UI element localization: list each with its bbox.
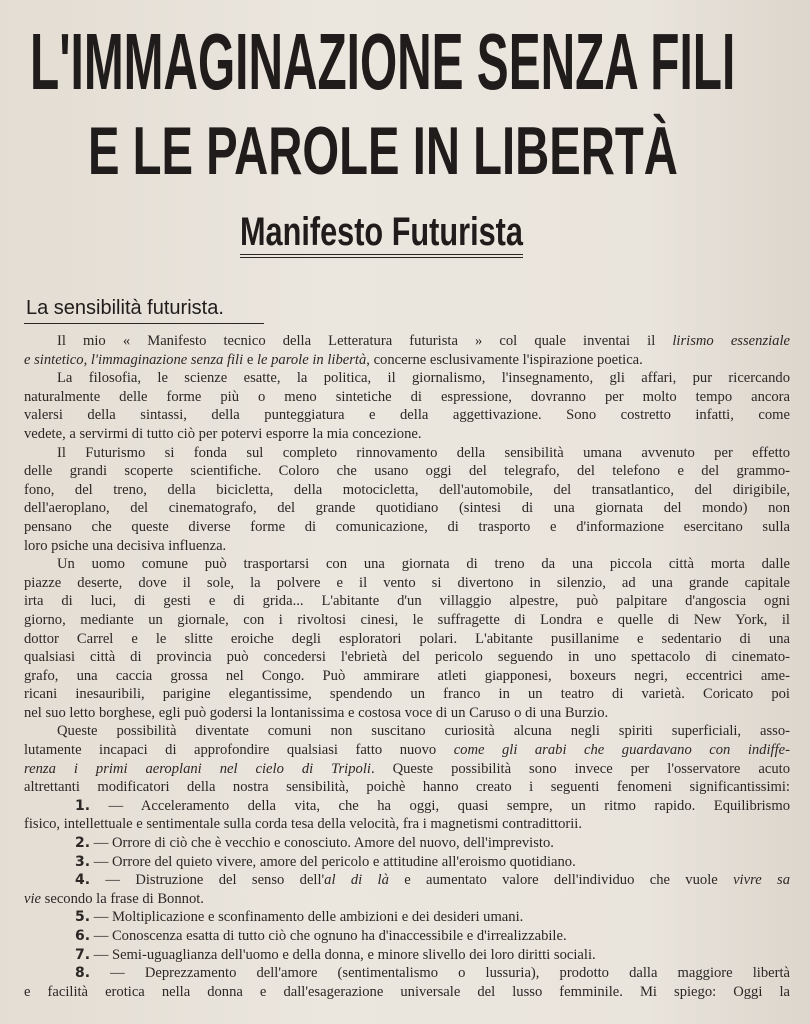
text-segment: Un uomo comune può trasportarsi con una giornata di treno da una piccola città morta dalle <box>57 556 790 573</box>
text-segment: grafo, una caccia grossa nel Congo. Può ammirare atleti giapponesi, boxeurs negri, eccentrici ame- <box>24 667 790 684</box>
text-segment: irta di luci, di gesti e di grida... L'abitante d'un villaggio alpestre, può palpitare d'angoscia ogni <box>24 593 790 610</box>
text-line <box>24 648 790 667</box>
text-segment: — Deprezzamento dell'amore (sentimentalismo o lussuria), prodotto dalla maggiore libertà <box>90 965 790 982</box>
list-number: 3. <box>75 853 91 870</box>
subtitle-double-underline <box>240 254 523 258</box>
text-line <box>24 983 790 1002</box>
text-segment: e <box>243 351 257 368</box>
text-segment: qualsiasi città di provincia può concedersi l'ebrietà del pericolo seguendo in uno spettacolo di cinemato- <box>24 649 790 666</box>
list-item-line <box>24 834 790 853</box>
text-segment: ricani inesauribili, parigine elegantissime, spendendo un franco in un teatro di varietà. Coricato poi <box>24 686 790 703</box>
italic-text: vie <box>24 890 42 907</box>
text-line <box>24 425 790 444</box>
text-segment: , concerne esclusivamente l'ispirazione poetica. <box>366 351 643 368</box>
list-item-line <box>24 927 790 946</box>
text-line <box>24 592 790 611</box>
text-segment: e facilità erotica nella donna e dall'esagerazione universale del lusso femminile. Mi spiego: Oggi la <box>24 983 790 1000</box>
text-segment: lutamente incapaci di approfondire qualsiasi fatto nuovo <box>24 742 454 759</box>
text-segment: vedete, a servirmi di tutto ciò per potervi esporre la mia concezione. <box>24 425 422 442</box>
text-line <box>24 667 790 686</box>
italic-text: lirismo essenziale <box>672 333 790 349</box>
list-number: 6. <box>75 928 91 944</box>
text-segment: e aumentato valore dell'individuo che vuole <box>388 872 734 889</box>
text-segment: valersi della sintassi, della punteggiatura e della aggettivazione. Sono costretto infatti, come <box>24 407 790 424</box>
body-text <box>24 332 790 1001</box>
text-line <box>24 760 790 779</box>
list-item-line <box>24 946 790 965</box>
text-segment: — Acceleramento della vita, che ha oggi, quasi sempre, un ritmo rapido. Equilibrismo <box>90 797 790 814</box>
italic-text: renza i primi aeroplani nel cielo di Tripoli <box>24 760 371 777</box>
text-segment: nel suo letto borghese, egli può godersi la lontanissima e costosa voce di un Caruso o di una Burzio. <box>24 704 609 721</box>
text-segment: fono, del treno, della bicicletta, della motocicletta, dell'automobile, del transatlantico, del dirigibile, <box>24 481 790 498</box>
text-segment: Queste possibilità diventate comuni non suscitano curiosità alcuna negli spiriti superficiali, asso- <box>57 723 790 740</box>
italic-text: al di là <box>324 872 389 889</box>
text-line <box>24 890 790 909</box>
text-segment: pensano che queste diverse forme di comunicazione, di trasporto e d'informazione esercitano sulla <box>24 518 790 535</box>
text-segment: secondo la frase di Bonnot. <box>41 890 204 907</box>
list-number: 5. <box>75 909 91 926</box>
text-line <box>24 574 790 593</box>
text-line <box>24 555 790 574</box>
text-segment: dottor Carrel e le slitte eroiche degli esploratori polari. L'abitante pusillanime e sedentario di una <box>24 630 790 647</box>
title-line-1: L'IMMAGINAZIONE SENZA FILI <box>30 17 736 106</box>
text-line <box>24 388 790 407</box>
text-segment: Il Futurismo si fonda sul completo rinnovamento della sensibilità umana avvenuto per effetto <box>57 444 790 461</box>
text-segment: — Distruzione del senso dell' <box>90 872 325 889</box>
text-segment: dell'aeroplano, del cinematografo, del grande quotidiano (sintesi di una giornata del mondo) non <box>24 500 790 517</box>
text-segment: delle grandi scoperte scientifiche. Coloro che usano oggi del telegrafo, del telefono e del grammo- <box>24 463 790 480</box>
text-line <box>24 611 790 630</box>
text-segment: naturalmente delle forme più o meno sintetiche di espressione, dovranno per molto tempo ancora <box>24 388 790 405</box>
italic-text: vivre sa <box>733 872 790 889</box>
list-item-line <box>24 871 790 890</box>
list-item-line <box>24 908 790 927</box>
italic-text: le parole in libertà <box>256 351 367 368</box>
list-number: 4. <box>75 872 91 889</box>
text-line <box>24 481 790 500</box>
italic-text: e sintetico, l'immaginazione senza fili <box>24 351 244 368</box>
text-line <box>24 518 790 537</box>
text-line <box>24 499 790 518</box>
text-line <box>24 444 790 463</box>
text-line <box>24 778 790 797</box>
list-number: 8. <box>75 965 91 982</box>
text-segment: giorno, mediante un giornale, con i rivoltosi cinesi, le suffragette di Londra e quelle di New York, il <box>24 611 790 628</box>
section-heading-underline <box>24 323 264 324</box>
text-line <box>24 351 790 370</box>
text-segment: — Orrore del quieto vivere, amore del pericolo e attitudine all'eroismo quotidiano. <box>90 853 576 870</box>
text-line <box>24 741 790 760</box>
text-line <box>24 815 790 834</box>
text-segment: fisico, intellettuale e sentimentale sulla corda tesa della velocità, fra i magnetismi contradittorii. <box>24 816 583 833</box>
text-segment: altrettanti modificatori della nostra sensibilità, poichè hanno creato i seguenti fenomeni significantissimi: <box>24 779 790 796</box>
text-segment: . Queste possibilità sono invece per l'osservatore acuto <box>370 760 790 777</box>
text-segment: — Moltiplicazione e sconfinamento delle ambizioni e dei desideri umani. <box>90 909 524 926</box>
text-segment: Il mio « Manifesto tecnico della Letteratura futurista » col quale inventai il <box>57 333 673 349</box>
text-line <box>24 630 790 649</box>
text-segment: piazze deserte, dove il sole, la polvere e il vento si divertono in silenzio, ad una grande capitale <box>24 574 790 591</box>
text-line <box>24 537 790 556</box>
text-line <box>24 685 790 704</box>
text-segment: — Orrore di ciò che è vecchio e conosciuto. Amore del nuovo, dell'imprevisto. <box>90 835 554 852</box>
italic-text: come gli arabi che guardavano con indiffe- <box>453 742 790 759</box>
text-line <box>24 704 790 723</box>
list-item-line <box>24 797 790 816</box>
list-item-line <box>24 964 790 983</box>
section-heading: La sensibilità futurista. <box>26 297 224 319</box>
text-line <box>24 369 790 388</box>
list-number: 7. <box>75 946 91 963</box>
text-line <box>24 406 790 425</box>
list-item-line <box>24 853 790 872</box>
text-segment: — Semi-uguaglianza dell'uomo e della donna, e minore slivello dei loro diritti sociali. <box>90 946 596 963</box>
text-line <box>24 332 790 351</box>
title-line-2: E LE PAROLE IN LIBERTÀ <box>88 113 678 189</box>
text-segment: — Conoscenza esatta di tutto ciò che ognuno ha d'inaccessibile e d'irrealizzabile. <box>90 928 567 944</box>
list-number: 1. <box>75 797 91 814</box>
text-line <box>24 722 790 741</box>
text-line <box>24 462 790 481</box>
subtitle: Manifesto Futurista <box>240 210 523 254</box>
text-segment: loro psiche una decisiva influenza. <box>24 537 227 554</box>
text-segment: La filosofia, le scienze esatte, la politica, il giornalismo, l'insegnamento, gli affari, pur ricercando <box>57 370 790 387</box>
list-number: 2. <box>75 835 91 852</box>
